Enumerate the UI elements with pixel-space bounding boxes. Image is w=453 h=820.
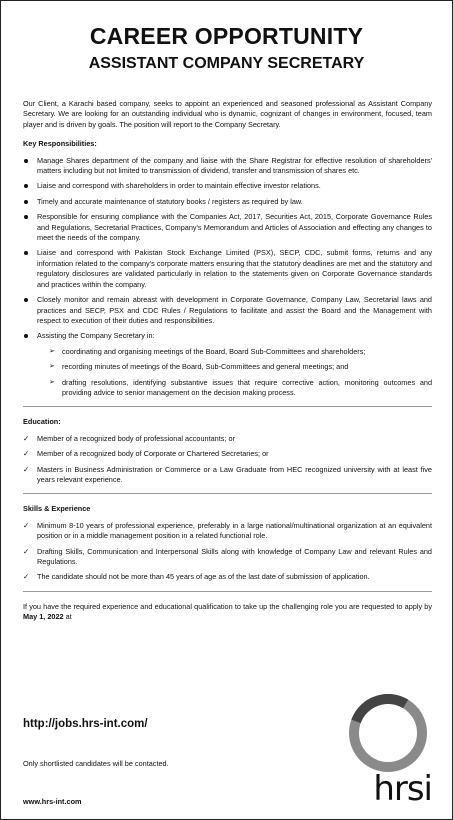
arrow-icon: ➢ [49,347,55,355]
bullet-icon [24,159,28,163]
bullet-icon [24,215,28,219]
bullet-icon [24,298,28,302]
bullet-icon [24,334,28,338]
list-item: Liaise and correspond with Pakistan Stock Exchange Limited (PSX), SECP, CDC, submit forms, returns and any information related to the company's corporate matters ensuring that the statutory deadlines are met and the statutory and regulatory disclosures are validated particularly in relation to the statements given on Corporate Governance standards and practices within the company. [23,248,432,290]
bullet-icon [24,251,28,255]
list-item: ✓ Masters in Business Administration or Commerce or a Law Graduate from HEC recognized university with at least five years relevant experience. [23,464,432,484]
bullet-icon [24,200,28,204]
intro-paragraph: Our Client, a Karachi based company, seeks to appoint an experienced and seasoned professional as Assistant Company Secretary. We are looking for an outstanding individual who is dynamic, cognizant of changes in environment, focused, team player and is driven by goals. The position will report to the Company Secretary. [23,99,432,129]
list-item: ✓ Minimum 8-10 years of professional experience, preferably in a large national/multinational organization at an equivalent position or in a middle management position in a related functional role. [23,520,432,541]
bullet-icon [24,184,28,188]
list-item: ➢ recording minutes of meetings of the Board, Sub-Committees and general meetings; and [49,362,349,372]
list-item: Assisting the Company Secretary in: ➢ coordinating and organising meetings of the Board, Board Sub-Committees and shareholders; ➢ recording minutes of meetings of the Board, Sub-Committees and general meetings; and ➢ drafting resolutions, identifying substantive issues that require corrective action, monitoring outcomes and providing advice to senior management on the decision making process. [23,331,432,398]
arrow-icon: ➢ [49,378,55,386]
check-icon: ✓ [23,464,30,474]
section-divider [23,591,432,592]
page-title: CAREER OPPORTUNITY [89,23,364,49]
skills-list [23,521,432,583]
education-list [23,434,432,486]
assisting-sublist [37,347,432,399]
responsibilities-list [23,156,432,399]
shortlist-note: Only shortlisted candidates will be contacted. [23,759,169,768]
list-item: ➢ coordinating and organising meetings of the Board, Board Sub-Committees and shareholders; [49,346,366,356]
arrow-icon: ➢ [49,363,55,371]
list-item: Timely and accurate maintenance of statutory books / registers as required by law. [23,197,432,207]
hrsi-logo: hrsi [373,769,432,809]
section-divider [23,406,432,407]
section-divider [23,493,432,494]
closing-paragraph: If you have the required experience and educational qualification to take up the challenging role you are requested to apply by May 1, 2022 at [23,601,432,622]
list-item: Closely monitor and remain abreast with development in Corporate Governance, Company Law, Secretarial laws and practices and SECP, PSX and CDC Rules / Regulations to facilitate and assist the Board and the Management with respect to execution of their duties and responsibilities. [23,295,432,326]
check-icon: ✓ [23,433,30,443]
application-deadline: May 1, 2022 [23,612,64,622]
check-icon: ✓ [23,520,30,530]
list-item: Liaise and correspond with shareholders in order to maintain effective investor relations. [23,181,432,191]
application-link[interactable]: http://jobs.hrs-int.com/ [23,718,148,730]
check-icon: ✓ [23,546,30,556]
list-item: ➢ drafting resolutions, identifying substantive issues that require corrective action, monitoring outcomes and providing advice to senior management on the decision making process. [49,377,432,397]
check-icon: ✓ [23,572,30,582]
list-item: Manage Shares department of the company and liaise with the Share Registrar for effective resolution of shareholders' matters including but not limited to transmission of dividend, transfer and transmission of shares etc. [23,156,432,177]
skills-heading: Skills & Experience [23,504,91,514]
ad-body [23,99,432,623]
list-item: ✓ Member of a recognized body of professional accountants; or [23,433,235,443]
website-link[interactable]: www.hrs-int.com [23,797,82,806]
check-icon: ✓ [23,449,30,459]
responsibilities-heading: Key Responsibilities: [23,139,97,149]
list-item: ✓ Member of a recognized body of Corporate or Chartered Secretaries; or [23,449,269,459]
list-item: Responsible for ensuring compliance with the Companies Act, 2017, Securities Act, 2015, Corporate Governance Rules and Regulations, Secretarial Practices, Company's Memorandum and Articles of Association and effecting any changes to meet the needs of the company. [23,212,432,243]
position-title: ASSISTANT COMPANY SECRETARY [88,55,365,72]
education-heading: Education: [23,417,61,427]
list-item: ✓ Drafting Skills, Communication and Interpersonal Skills along with knowledge of Company Law and relevant Rules and Regulations. [23,546,432,566]
list-item: ✓ The candidate should not be more than 45 years of age as of the last date of submission of application. [23,572,370,582]
